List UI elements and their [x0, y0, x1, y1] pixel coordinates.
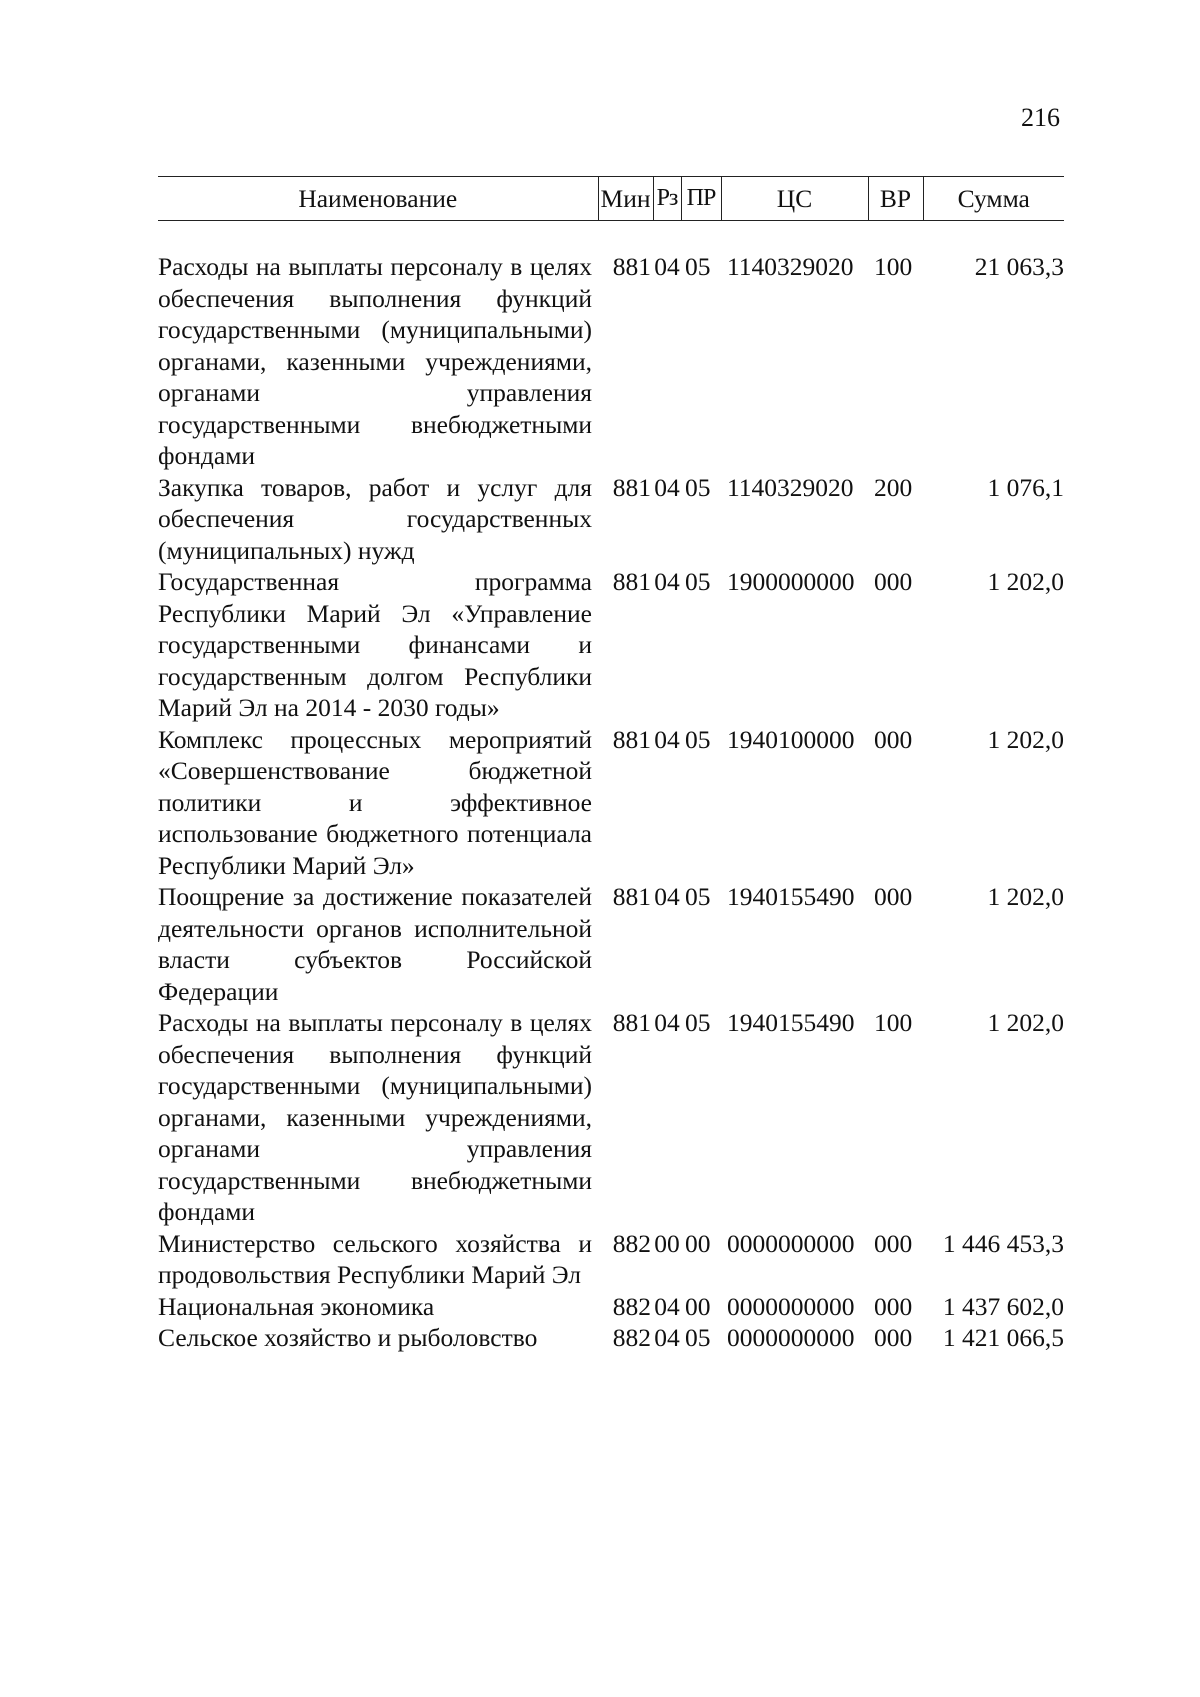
row-name: Сельское хозяйство и рыболовство — [158, 1323, 538, 1352]
row-min: 881 — [612, 567, 651, 596]
row-name: Комплекс процессных мероприятий «Совершенствование бюджетной политики и эффективное использование бюджетного потенциала Республики Марий Эл» — [158, 724, 592, 880]
row-rz: 04 — [654, 882, 680, 911]
table-row — [158, 881, 1064, 1007]
row-rz: 04 — [654, 472, 680, 502]
row-vr: 000 — [874, 882, 913, 911]
table-spacer — [158, 221, 1064, 252]
table-header-row — [158, 177, 1064, 221]
row-name: Министерство сельского хозяйства и продовольствия Республики Марий Эл — [158, 1228, 592, 1289]
header-cs: ЦС — [721, 177, 868, 221]
row-rz: 04 — [654, 567, 680, 596]
header-vr: ВР — [868, 177, 923, 221]
row-cs: 0000000000 — [727, 1291, 855, 1321]
header-min: Мин — [598, 177, 653, 221]
row-min: 881 — [612, 724, 651, 754]
row-name: Поощрение за достижение показателей деятельности органов исполнительной власти субъектов Российской Федерации — [158, 882, 592, 1006]
row-pr: 05 — [685, 724, 711, 754]
row-pr: 05 — [685, 472, 711, 502]
table-row — [158, 472, 1064, 567]
header-pr: ПР — [681, 177, 721, 221]
row-vr: 000 — [874, 567, 913, 596]
row-vr: 000 — [874, 1323, 913, 1352]
row-rz: 04 — [654, 1291, 680, 1321]
header-name: Наименование — [158, 177, 598, 221]
row-rz: 04 — [654, 252, 680, 281]
row-min: 882 — [612, 1291, 651, 1321]
row-cs: 0000000000 — [727, 1228, 855, 1258]
row-vr: 100 — [874, 252, 913, 281]
header-sum: Сумма — [923, 177, 1064, 221]
row-sum: 1 202,0 — [987, 567, 1064, 596]
row-min: 881 — [612, 252, 651, 281]
row-name: Национальная экономика — [158, 1291, 435, 1321]
table-row — [158, 566, 1064, 724]
row-sum: 1 202,0 — [987, 724, 1064, 754]
header-rz: Рз — [653, 177, 681, 221]
row-min: 881 — [612, 882, 651, 911]
row-min: 882 — [612, 1323, 651, 1352]
table-row — [158, 1322, 1064, 1354]
row-pr: 00 — [685, 1228, 711, 1258]
row-min: 882 — [612, 1228, 651, 1258]
row-vr: 200 — [874, 472, 913, 502]
row-vr: 000 — [874, 1291, 913, 1321]
table-row — [158, 1228, 1064, 1291]
row-pr: 05 — [685, 567, 711, 596]
table-row — [158, 251, 1064, 472]
row-vr: 000 — [874, 724, 913, 754]
row-rz: 04 — [654, 724, 680, 754]
row-pr: 05 — [685, 1008, 711, 1037]
row-pr: 05 — [685, 252, 711, 281]
table-row — [158, 1291, 1064, 1323]
row-rz: 00 — [654, 1228, 680, 1258]
row-name: Закупка товаров, работ и услуг для обеспечения государственных (муниципальных) нужд — [158, 472, 592, 565]
row-name: Расходы на выплаты персоналу в целях обеспечения выполнения функций государственными (муниципальными) органами, казенными учреждениями, органами управления государственными внебюджетными фондами — [158, 252, 592, 470]
row-min: 881 — [612, 1008, 651, 1037]
table-row — [158, 724, 1064, 882]
row-cs: 0000000000 — [727, 1323, 855, 1352]
row-sum: 1 437 602,0 — [942, 1291, 1064, 1321]
row-cs: 1940155490 — [727, 882, 855, 911]
row-rz: 04 — [654, 1323, 680, 1352]
row-min: 881 — [612, 472, 651, 502]
row-pr: 05 — [685, 882, 711, 911]
row-sum: 1 421 066,5 — [942, 1323, 1064, 1352]
row-name: Государственная программа Республики Марий Эл «Управление государственными финансами и государственным долгом Республики Марий Эл на 2014 - 2030 годы» — [158, 567, 592, 722]
row-rz: 04 — [654, 1008, 680, 1037]
row-cs: 1140329020 — [727, 472, 854, 502]
row-sum: 21 063,3 — [974, 252, 1064, 281]
row-cs: 1140329020 — [727, 252, 854, 281]
row-pr: 00 — [685, 1291, 711, 1321]
row-sum: 1 202,0 — [987, 1008, 1064, 1037]
page-number: 216 — [1021, 103, 1060, 132]
row-vr: 100 — [874, 1008, 913, 1037]
row-sum: 1 076,1 — [987, 472, 1064, 502]
budget-table — [158, 176, 1064, 1354]
row-sum: 1 202,0 — [987, 882, 1064, 911]
table-row — [158, 1007, 1064, 1228]
row-vr: 000 — [874, 1228, 913, 1258]
row-sum: 1 446 453,3 — [942, 1228, 1064, 1258]
row-pr: 05 — [685, 1323, 711, 1352]
row-name: Расходы на выплаты персоналу в целях обеспечения выполнения функций государственными (муниципальными) органами, казенными учреждениями, органами управления государственными внебюджетными фондами — [158, 1008, 592, 1226]
row-cs: 1940100000 — [727, 724, 855, 754]
row-cs: 1940155490 — [727, 1008, 855, 1037]
row-cs: 1900000000 — [727, 567, 855, 596]
